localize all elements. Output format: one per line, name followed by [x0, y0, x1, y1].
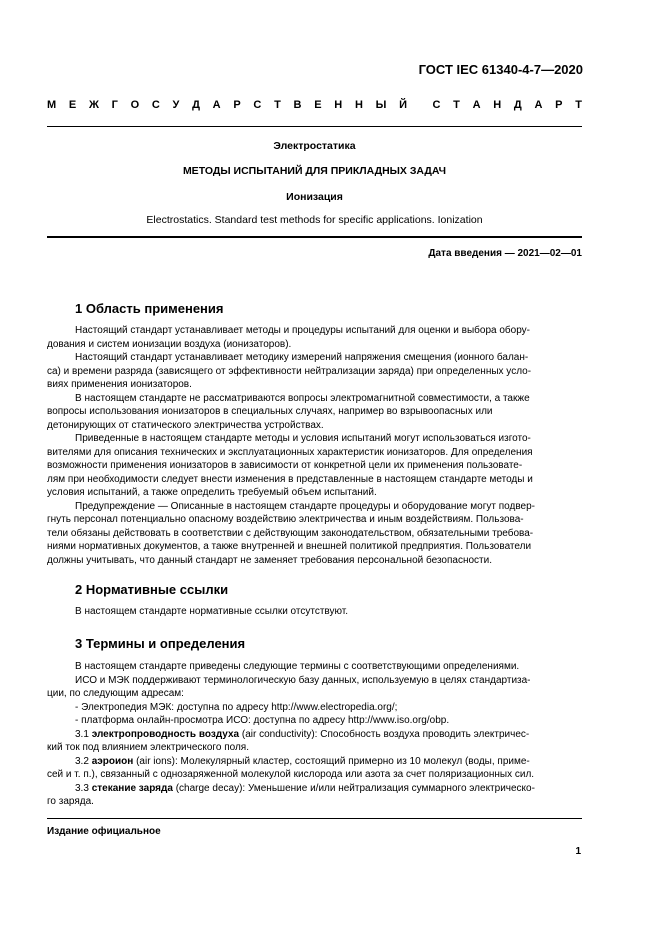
- text-line: - Электропедия МЭК: доступна по адресу http://www.electropedia.org/;: [75, 701, 398, 713]
- official-edition-label: Издание официальное: [47, 826, 161, 837]
- term-definition: (air ions): Молекулярный кластер, состоящий примерно из 10 молекул (воды, приме-: [133, 755, 530, 767]
- banner-letter: Н: [334, 99, 343, 111]
- banner-letter: Р: [233, 99, 241, 111]
- page-number: 1: [575, 846, 581, 857]
- banner-letter: Н: [354, 99, 363, 111]
- banner-letter: В: [293, 99, 302, 111]
- title-divider: [47, 236, 582, 238]
- text-line: сей и т. п.), связанный с однозаряженной молекулой кислорода или азота за счет поляризационных сил.: [47, 769, 535, 780]
- section-1-heading: 1 Область применения: [75, 301, 224, 316]
- section-1-body: [47, 324, 582, 567]
- term-name: электропроводность воздуха: [91, 728, 240, 740]
- term-3-2: [75, 755, 582, 769]
- banner-letter: Д: [192, 99, 200, 111]
- banner-letter: Е: [314, 99, 322, 111]
- text-line: Настоящий стандарт устанавливает методы и процедуры испытаний для оценки и выбора обору-: [75, 325, 530, 336]
- text-line: - платформа онлайн-просмотра ИСО: доступна по адресу http://www.iso.org/obp.: [75, 715, 450, 726]
- text-line: условия испытаний, а также определить требуемый объем испытаний.: [47, 487, 377, 498]
- document-code: ГОСТ IEC 61340-4-7—2020: [418, 62, 583, 77]
- section-2-heading: 2 Нормативные ссылки: [75, 582, 229, 597]
- banner-letter: С: [253, 99, 262, 111]
- footer-divider: [47, 818, 582, 819]
- text-line: дования и систем ионизации воздуха (ионизаторов).: [47, 338, 292, 350]
- term-3-1: [75, 728, 582, 742]
- text-line: Настоящий стандарт устанавливает методику измерений напряжения смещения (ионного балан-: [75, 352, 529, 363]
- text-line: лям при необходимости следует внести изменения в представленные в настоящем стандарте методы и: [47, 473, 533, 485]
- text-line: Предупреждение — Описанные в настоящем стандарте процедуры и оборудование могут подвер-: [75, 500, 535, 512]
- banner-letter: Н: [493, 99, 502, 111]
- section-3-heading: 3 Термины и определения: [75, 636, 246, 651]
- text-line: В настоящем стандарте нормативные ссылки отсутствуют.: [75, 606, 349, 617]
- term-number: 3.1: [75, 728, 89, 740]
- banner-letter: Т: [453, 99, 460, 111]
- text-line: В настоящем стандарте не рассматриваются вопросы электромагнитной совместимости, а также: [75, 392, 530, 404]
- text-line: виях применения ионизаторов.: [47, 379, 192, 390]
- text-line: Приведенные в настоящем стандарте методы и условия испытаний могут использоваться изгото-: [75, 433, 531, 444]
- english-title: Electrostatics. Standard test methods for specific applications. Ionization: [146, 214, 483, 226]
- term-definition: (charge decay): Уменьшение и/или нейтрализация суммарного электрическо-: [172, 782, 535, 794]
- topic-title: Электростатика: [273, 140, 356, 152]
- term-name: стекание заряда: [91, 782, 173, 794]
- text-line: ции, по следующим адресам:: [47, 688, 184, 699]
- text-line: гнуть персонал потенциально опасному воздействию электричества и иным воздействиям. Пользова-: [47, 514, 524, 525]
- term-number: 3.2: [75, 755, 89, 767]
- banner-letter: У: [172, 99, 180, 111]
- banner-letter: Ы: [375, 99, 387, 111]
- banner-letter: О: [130, 99, 140, 111]
- banner-letter: Й: [399, 99, 408, 111]
- banner-letter: Р: [555, 99, 563, 111]
- term-definition: (air conductivity): Способность воздуха проводить электричес-: [239, 728, 530, 740]
- banner-letter: М: [47, 99, 57, 111]
- text-line: ниями нормативных документов, а также внутренней и внешней политикой предприятия. Пользователи: [47, 541, 532, 552]
- banner-letter: С: [432, 99, 441, 111]
- banner-letter: А: [212, 99, 221, 111]
- text-line: возможности применения ионизаторов в зависимости от конкретной цели их применения пользовате-: [47, 460, 523, 471]
- section-2-body: [75, 605, 582, 619]
- banner-letter: А: [472, 99, 481, 111]
- banner-letter: Д: [513, 99, 522, 111]
- banner-letter: Ж: [88, 99, 99, 111]
- text-line: тели обязаны действовать в соответствии с действующим законодательством, обязательными требова-: [47, 527, 534, 539]
- introduction-date: Дата введения — 2021—02—01: [428, 248, 582, 259]
- text-line: ИСО и МЭК поддерживают терминологическую базу данных, используемую в целях стандартиза-: [75, 674, 531, 686]
- banner-letter: Е: [68, 99, 77, 111]
- text-line: вителями для описания технических и эксплуатационных характеристик ионизаторов. Для определения: [47, 446, 533, 458]
- text-line: детонирующих от статического электричества устройствах.: [47, 419, 324, 431]
- standard-type-banner: [47, 99, 582, 111]
- text-line: вопросы использования ионизаторов в специальных случаях, например во взрывоопасных или: [47, 406, 493, 417]
- banner-letter: Г: [111, 99, 118, 111]
- text-line: В настоящем стандарте приведены следующие термины с соответствующими определениями.: [75, 661, 520, 672]
- text-line: го заряда.: [47, 796, 94, 807]
- term-3-3: [75, 782, 582, 796]
- header-divider: [47, 126, 582, 127]
- banner-letter: Т: [575, 99, 582, 111]
- section-3-body: [47, 660, 582, 809]
- text-line: са) и времени разряда (зависящего от эффективности нейтрализации заряда) при определенных усло-: [47, 365, 532, 377]
- term-name: аэроион: [91, 755, 134, 767]
- banner-letter: Т: [274, 99, 281, 111]
- term-number: 3.3: [75, 782, 89, 794]
- sub-title: Ионизация: [286, 191, 343, 203]
- text-line: должны учитывать, что данный стандарт не заменяет требования персональной безопасности.: [47, 554, 492, 566]
- banner-letter: С: [151, 99, 160, 111]
- text-line: кий ток под влиянием электрического поля.: [47, 742, 249, 753]
- banner-letter: А: [534, 99, 543, 111]
- main-title: МЕТОДЫ ИСПЫТАНИЙ ДЛЯ ПРИКЛАДНЫХ ЗАДАЧ: [182, 165, 447, 177]
